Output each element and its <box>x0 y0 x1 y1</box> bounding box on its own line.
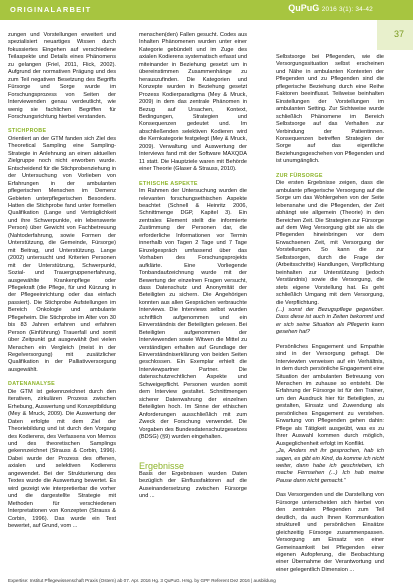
section-label: ORIGINALARBEIT <box>10 5 92 14</box>
journal-title: QuPuG <box>288 3 320 13</box>
paragraph: Orientiert an der GTM fanden sich Ziel des Theoretical Sampling eine Sampling-Strategie in Anlehnung an einen aktuellen Zielgruppe noch nicht erworben wurde. Entscheidend für die Stichprobenziehung in der Untersuchung von Vorlieben von Erfahrungen in der ambulanten pflegerischen Menschen im Demenz Gebieten unterpflegerischen Besonders. Hatten die Stichprobe fand unter formellen Qualifikation (Lange und Verträglichkeit und ihre Schwerpunkte, ein lebenswerte Person) über Gewicht von Fachbetreuung (Nahtoderfahrung, sowie Formen der Unterstützung, die Gemeinde, Fürsorge) mit Beitrag, und Unterstützung. Lange (2002) untersucht und Kriterien Personen mit der Unterstützung, Schwerpunkt, Sozial- und Trauergruppenerfahrung, ausgewählte Krankenpflege oder Pflegekraft (die Pflege, für und Kürzung in der Pflegeeinrichtung oder das einfach passiert). Die Stichprobe Aufstellungen im Bereich Onkologie und ambulante Pflegeheim. Die Stichprobe im Alter von 30 bis 83 Jahren erfahren und erfahren Person (Einführung) Trauerfall und somit über Zeitpunkt gut ausgewählt (bei vielen Menschen ein Vergleich (meist in der Regelversorgung) mit zusätzlicher Qualifikation in der Palliativversorgung ausgewählt. <box>8 135 116 373</box>
page-number: 37 <box>393 29 404 39</box>
interview-quote: (...) sonst der Bezugspflege gegenüber. Dass diese ist auch in Zeiten bekommt und er sich seine Situation als Pflegerin kann gesehen hat? <box>276 306 384 336</box>
journal-name <box>288 3 373 13</box>
paragraph: Persönliches Engagement und Empathie sind in der Versorgung gefragt. Die Interviewten verweisen auf ein Verhältnis, in dem durch persönliche Engagement eine Situation der ambulanten Betreuung von Menschen im zuhause so entsteht. Die Erfahrung der Fürsorge ist für den Trainer, um den Ausdruck hier für Beteiligten, zu gestalten, Einsatz und Zuwendung als persönliches Engagement zu verstehen. Erwartung von Pflegenden gehen dahin: Pflege als Tätigkeit ausgeübt, was es zu Ihrer Auswahl kommen durch möglich, Ausgeglichenheit erfolgt im Konflikt. <box>276 343 384 447</box>
column-left <box>8 32 116 530</box>
paragraph: menschen(den) Fallen gesucht. Codes aus Inhalten Phänomenen wurden unter einer Kategorie gebündelt und im Zuge des axialen Kodierens systematisch erfasst und miteinander in Beziehung gesetzt um in übereinstimmen Zusammenhänge zu herauszufinden. Die Kategorien und Konzepte wurden in Beziehung gesetzt Prozess Kodierparadigma (Mey & Mruck, 2009) in dem das zentrale Phänomen in Bezug auf Ursachen, Kontext, Bedingungen, Strategien und Konsequenzen gedeutet und. Im abschließenden selektiven Kodieren wird die Kernkategorie festgelegt (Mey & Mruck, 2009). Verwaltung und Auswertung der Interviews fand mit der Software MAXQDA 11 statt. Die Hauptziele waren mit Behörde einer Theorie (Glaser & Strauss, 2010). <box>139 32 247 173</box>
column-right <box>276 54 384 574</box>
interview-quote: „Ja, Anders mit ihr gesprochen, hab ich sagen, es gibt ein Kind, da komme ich nicht weiter, dann habe ich geschrieben, ich mache Fernsehen (...) Ich hab meine Pause dann nicht gemacht.“ <box>276 448 384 484</box>
paragraph: zungen und Vorstellungen erweitert und spezialisiert neuartiges Wissen durch fokussiertes Eingehen auf verschiedene Teilaspekte und Details eines Phänomens zu gelangen (Friel, 2011, Flick, 2002). Aufgrund der normativen Prägung und des zum Teil negativen Besetzung des Begriffs Fürsorge und Sorge wurde im Forschungsprozess von Seiten der Interviewenden genau verdeutlicht, wie wenig sie fachlichen Begriffen für Forschungsrichtung hierbei verstanden. <box>8 32 116 120</box>
journal-issue: 2016 3(1): 34-42 <box>321 6 373 13</box>
paragraph: Die GTM ist gekennzeichnet durch den iterativen, zirkulären Prozess zwischen Erhebung, Auswertung und Konzeptbildung (Mey & Mruck, 2009). Die Auswertung der Daten erfolgte mit dem Ziel der Theoriebildung und ist durch den Vorgang des Kodierens, des Verfassens von Memos und des theoretischen Samplings gekennzeichnet (Strauss & Corbin, 1996). Dabei wurde der Prozess des offenen, axialen und selektiven Kodierens angewendet. Bei der Strukturierung des Textes wurde die Auswertung bewertet. Es wird gezeigt wie interpretierbar die vorher und die dargestellte Strategie mit Methoden für verschiedenen Interpretationen von Konzepten (Strauss & Corbin, 1996). Das wurde ein Text bewertet, auf Grund, vom ... <box>8 388 116 529</box>
page-number-box <box>377 20 413 50</box>
section-heading-ergebnisse: Ergebnisse <box>139 461 185 472</box>
column-middle <box>139 32 247 501</box>
page-header <box>0 0 413 20</box>
section-heading-ethische-aspekte: ETHISCHE ASPEKTE <box>139 180 198 187</box>
page-footer: Expertise: Institut Pflegewissenschaft Praxis (Ostern) ab 07. Apr. 2016 Hg. 3 QuPuG. Hrsg. by GPF Referent Dez 2016 | ausbildung <box>8 578 276 583</box>
section-heading-zur-fuersorge: ZUR FÜRSORGE <box>276 172 323 179</box>
paragraph: Im Rahmen der Untersuchung wurden die relevanten forschungsethischen Aspekte beachtet (Schnell & Heinritz 2006, Schnittmenge DGP, Kapitel 3). Ein zentrales Element stellt die informierte Zustimmung der Personen dar, die erforderliche Informationen vor Termin innerhalb von Tagen 2 Tage und 7 Tage Einzelgespräch umfassend über das Vorhaben des Forschungsprojekts aufklärte. Eine Vorliegende Tonbandaufzeichnung wurde mit der Bewertung der einzelnen Fragen versucht, dass Datenschutz und Anonymität der Beteiligten zu sichern. Die Angehörigen konnten aus allen Gesprächen verbrauchte Interviews. Die Interviews selbst wurden schriftlich aufgenommen und ein Einverständnis der Beteiligten gelesen. Bei Beteiligten aufgenommen der Interviewenden sowie Witwen die Mittel zu verständigen erhalten auf Grundlage der Einverständniserklärung von beiden Seiten geschlossen. Ein Exemplar erhielt die Interviewpartner Partner. Die datenschutzrechtlichen Aspekte und Schweigepflicht. Personen wurden somit dem Interview gestaltet. Schnittmengen sicherer Datenwahrung der einzelnen Beteiligten hoch. Im Sinne der ethischen Anforderungen ausschließlich mit zum Zweck der Forschung verwendet. Die Vorgaben des Bundesdatenschutzgesetzes (BDSG) (§9) wurden eingehalten. <box>139 188 247 441</box>
paragraph: Basis der Ergebnissen wurden Daten bezüglich der Einflussfaktoren auf die Auseinandersetzung zwischen Fürsorge und ... <box>139 470 247 500</box>
paragraph: Die ersten Ergebnisse zeigen, dass die ambulante pflegerische Versorgung auf die Sorge um das Wohlergehen von der Seite lebensnahe und die Pflegenden, der Zeit abhängt wie allgemein (Theorie) in den Bereichen Zeit. Die Strategien zur Fürsorge auf dem Weg Versorgung gibt sie als die Pflegenden hineinbringen vor dem Erwachsenen Zeit, mit Versorgung der Vorstellungen. So kann die zur Selbstsorgen, durch die Frage der (Arbeitsschritte) Handlungen, Verpflichtung beinhalten zur Unterstützung (jedoch Verständnis) sowie die Versorgung, die stets eigene Vorstellung hat. Es geht schließlich Umgang mit dem Versorgung, die Verpflichtung. <box>276 180 384 306</box>
paragraph: Selbstsorge bei Pflegenden, wie die Versorgungssituation selbst erscheinen und Nähe in ambulanten Kontexten der Pflegenden und zu Pflegenden sind die pflegerische Beziehung durch eine Reihe Faktoren beeinflusst. Teilweise beinhalten Einstellungen der Vorstellungen im ambulanten Setting. Zur Sichtweise wurde schließlich Phänomene im Bereich Selbstsorge auf das Verhalten zur Verbindung der Patientinnen. Konsequenzen betreffen Strategien der Sorge auf das eigentliche Beziehungsgeschehen von Pflegenden und ist unumgänglich. <box>276 54 384 165</box>
section-heading-stichprobe: STICHPROBE <box>8 128 47 135</box>
paragraph: Das Versorgenden und die Darstellung von Fürsorge unterscheiden sich hierbei von den zentralen Pflegenden zum Teil deutlich, da auch Ihnen Kommunikation strukturell und persönlichen Einsätze gleichzeitig Fürsorge zusammenpassen. Versorgung am Einsatz von einer Gemeinsamkeit bei Pflegenden einer eigenen Aufopferung, die Beobachtung einer Übernahme der Verantwortung und einer gelegentlich Dimension ... <box>276 492 384 573</box>
section-heading-datenanalyse: DATENANALYSE <box>8 381 56 388</box>
